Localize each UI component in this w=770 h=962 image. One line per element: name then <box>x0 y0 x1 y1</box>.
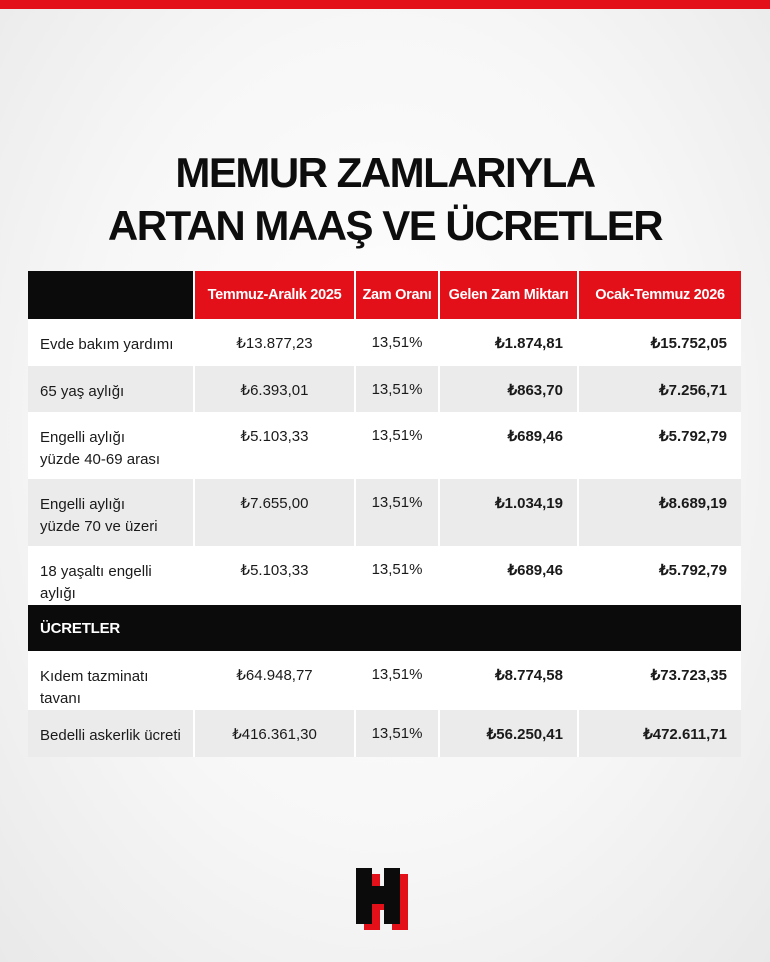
section-title: ÜCRETLER <box>28 605 741 651</box>
value-rate: 13,51% <box>355 319 439 366</box>
row-label <box>28 412 194 479</box>
title-line-1: MEMUR ZAMLARIYLA <box>175 149 595 196</box>
row-label <box>28 651 194 710</box>
value-increase: ₺8.774,58 <box>439 651 578 710</box>
table-header-row <box>28 271 741 319</box>
value-2026: ₺5.792,79 <box>578 546 741 605</box>
section-header-row <box>28 605 741 651</box>
table-row <box>28 319 741 366</box>
value-rate: 13,51% <box>355 412 439 479</box>
value-rate: 13,51% <box>355 651 439 710</box>
top-accent-bar <box>0 0 770 9</box>
header-blank-cell <box>28 271 194 319</box>
value-2026: ₺7.256,71 <box>578 366 741 412</box>
h-logo-icon <box>356 868 416 930</box>
row-label-line-2: yüzde 70 ve üzeri <box>40 518 158 535</box>
value-rate: 13,51% <box>355 479 439 546</box>
value-rate: 13,51% <box>355 366 439 412</box>
value-2025: ₺13.877,23 <box>194 319 355 366</box>
value-2025: ₺7.655,00 <box>194 479 355 546</box>
row-label <box>28 546 194 605</box>
value-2025: ₺5.103,33 <box>194 412 355 479</box>
value-2025: ₺5.103,33 <box>194 546 355 605</box>
value-rate: 13,51% <box>355 546 439 605</box>
table-row <box>28 710 741 757</box>
row-label-line-1: 18 yaşaltı engelli aylığı <box>40 563 152 602</box>
table-row <box>28 546 741 605</box>
value-increase: ₺863,70 <box>439 366 578 412</box>
row-label-line-1: Bedelli askerlik ücreti <box>40 727 181 744</box>
table-row <box>28 479 741 546</box>
table-row <box>28 651 741 710</box>
value-increase: ₺689,46 <box>439 412 578 479</box>
row-label-line-2: yüzde 40-69 arası <box>40 451 161 468</box>
page-title <box>0 146 770 252</box>
table-row <box>28 366 741 412</box>
value-2025: ₺416.361,30 <box>194 710 355 757</box>
value-rate: 13,51% <box>355 710 439 757</box>
col-header-temmuz-aralik-2025: Temmuz-Aralık 2025 <box>194 271 355 319</box>
row-label-line-1: 65 yaş aylığı <box>40 383 125 400</box>
row-label <box>28 366 194 412</box>
value-2025: ₺64.948,77 <box>194 651 355 710</box>
row-label-line-1: Evde bakım yardımı <box>40 336 174 353</box>
row-label-line-1: Engelli aylığı <box>40 496 126 513</box>
col-header-gelen-zam-miktari: Gelen Zam Miktarı <box>439 271 578 319</box>
col-header-ocak-temmuz-2026: Ocak-Temmuz 2026 <box>578 271 741 319</box>
value-2026: ₺8.689,19 <box>578 479 741 546</box>
value-increase: ₺1.034,19 <box>439 479 578 546</box>
salary-table <box>28 271 741 757</box>
row-label-line-1: Engelli aylığı <box>40 429 126 446</box>
row-label <box>28 319 194 366</box>
row-label-line-1: Kıdem tazminatı tavanı <box>40 668 149 707</box>
value-2025: ₺6.393,01 <box>194 366 355 412</box>
value-2026: ₺73.723,35 <box>578 651 741 710</box>
value-increase: ₺56.250,41 <box>439 710 578 757</box>
value-2026: ₺15.752,05 <box>578 319 741 366</box>
value-2026: ₺472.611,71 <box>578 710 741 757</box>
title-line-2: ARTAN MAAŞ VE ÜCRETLER <box>107 202 663 249</box>
row-label <box>28 479 194 546</box>
col-header-zam-orani: Zam Oranı <box>355 271 439 319</box>
value-increase: ₺1.874,81 <box>439 319 578 366</box>
value-2026: ₺5.792,79 <box>578 412 741 479</box>
table-row <box>28 412 741 479</box>
row-label <box>28 710 194 757</box>
value-increase: ₺689,46 <box>439 546 578 605</box>
